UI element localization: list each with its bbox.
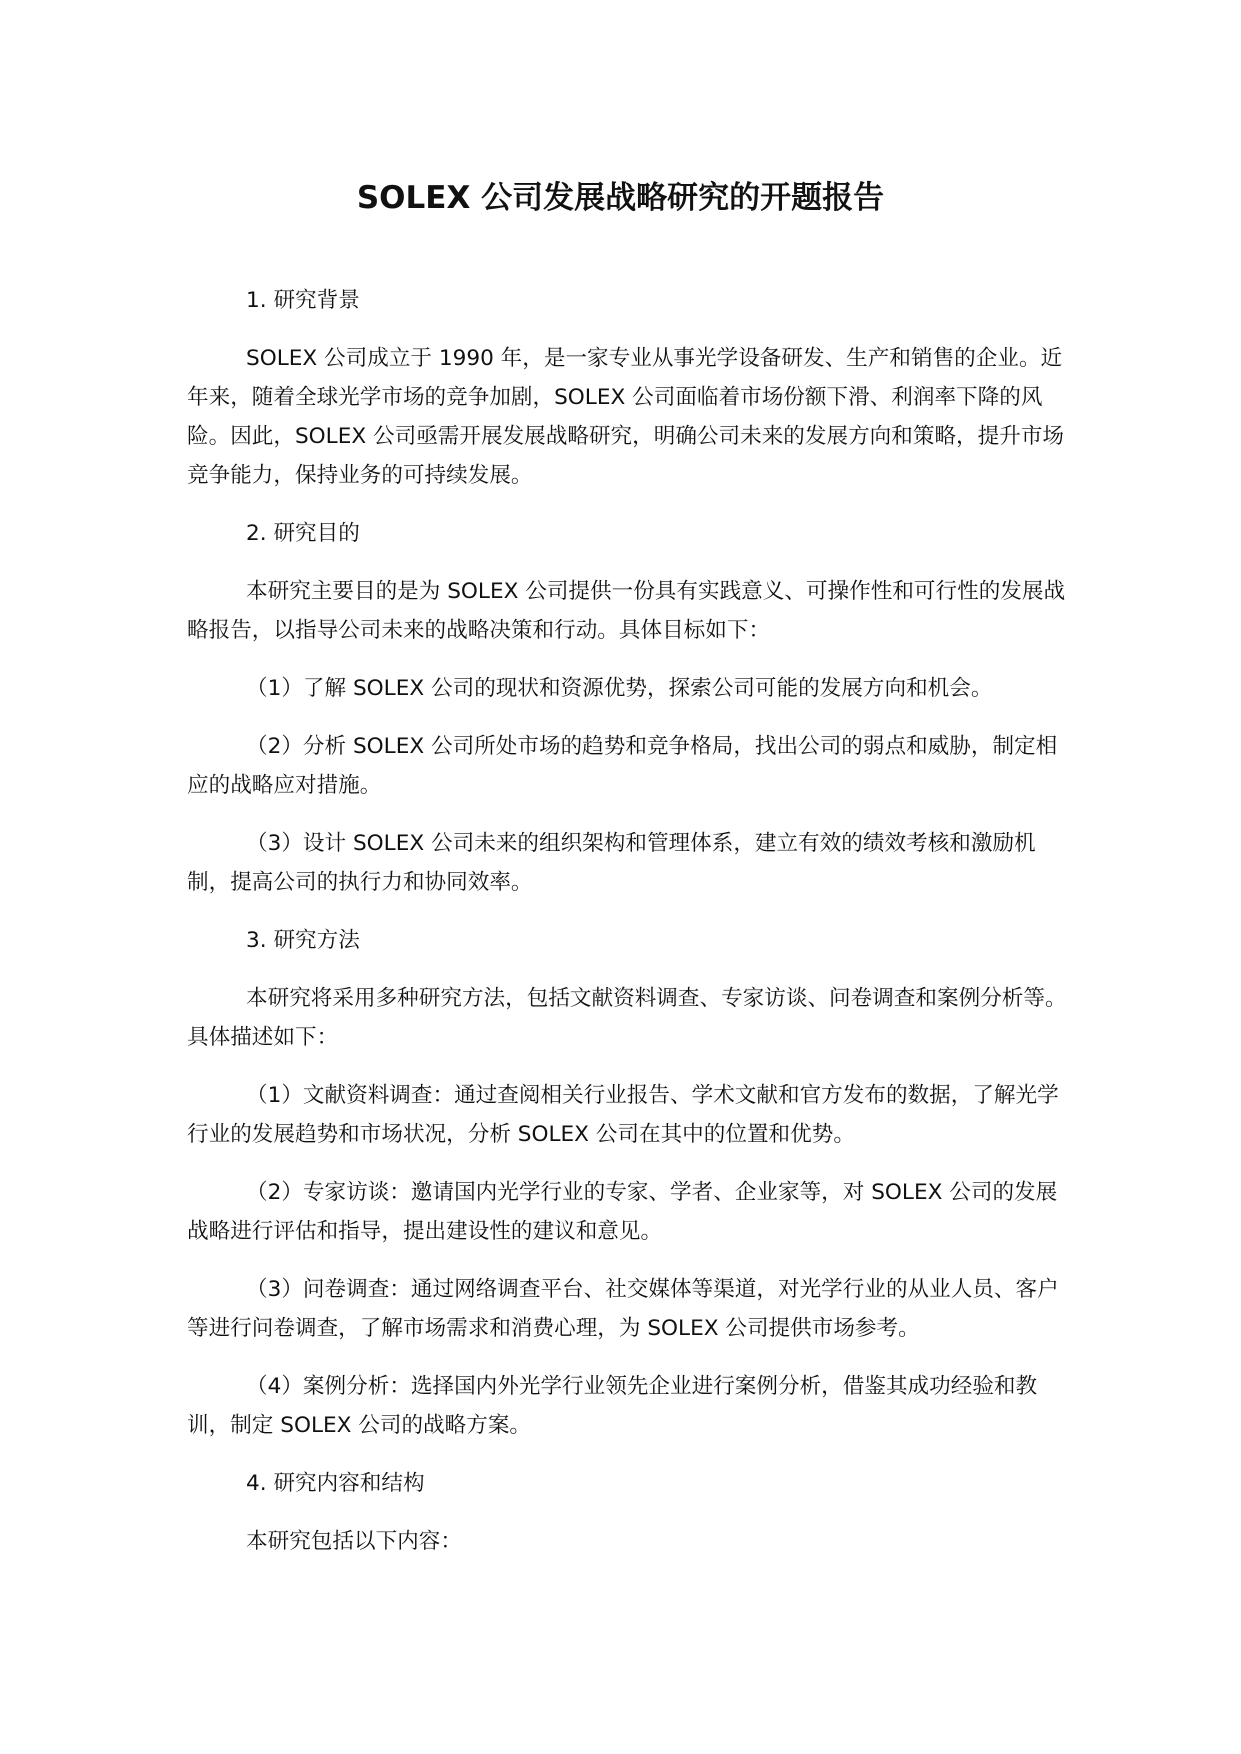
list-item-purpose-3: （3）设计 SOLEX 公司未来的组织架构和管理体系，建立有效的绩效考核和激励机制，提高公司的执行力和协同效率。 (187, 831, 1036, 895)
list-item-purpose-1: （1）了解 SOLEX 公司的现状和资源优势，探索公司可能的发展方向和机会。 (246, 676, 993, 701)
paragraph-content: 本研究包括以下内容： (246, 1529, 462, 1554)
paragraph-method: 本研究将采用多种研究方法，包括文献资料调查、专家访谈、问卷调查和案例分析等。具体描述如下： (187, 986, 1067, 1050)
paragraph-background: SOLEX 公司成立于 1990 年，是一家专业从事光学设备研发、生产和销售的企业。近年来，随着全球光学市场的竞争加剧，SOLEX 公司面临着市场份额下滑、利润率下降的风险。因此，SOLEX 公司亟需开展发展战略研究，明确公司未来的发展方向和策略，提升市场竞争能力，保持业务的可持续发展。 (187, 346, 1065, 488)
section-heading-purpose: 2. 研究目的 (246, 521, 360, 546)
document-body (187, 281, 1075, 1580)
list-item-method-2: （2）专家访谈：邀请国内光学行业的专家、学者、企业家等，对 SOLEX 公司的发展战略进行评估和指导，提出建设性的建议和意见。 (187, 1180, 1058, 1244)
list-item-method-1: （1）文献资料调查：通过查阅相关行业报告、学术文献和官方发布的数据，了解光学行业的发展趋势和市场状况，分析 SOLEX 公司在其中的位置和优势。 (187, 1083, 1059, 1147)
list-item-method-4: （4）案例分析：选择国内外光学行业领先企业进行案例分析，借鉴其成功经验和教训，制定 SOLEX 公司的战略方案。 (187, 1374, 1038, 1438)
section-heading-background: 1. 研究背景 (246, 288, 360, 313)
section-heading-method: 3. 研究方法 (246, 928, 360, 953)
document-title: SOLEX 公司发展战略研究的开题报告 (356, 180, 885, 216)
section-heading-content: 4. 研究内容和结构 (246, 1471, 425, 1496)
list-item-purpose-2: （2）分析 SOLEX 公司所处市场的趋势和竞争格局，找出公司的弱点和威胁，制定相应的战略应对措施。 (187, 734, 1058, 798)
paragraph-purpose: 本研究主要目的是为 SOLEX 公司提供一份具有实践意义、可操作性和可行性的发展战略报告，以指导公司未来的战略决策和行动。具体目标如下： (187, 579, 1066, 643)
list-item-method-3: （3）问卷调查：通过网络调查平台、社交媒体等渠道，对光学行业的从业人员、客户等进行问卷调查，了解市场需求和消费心理，为 SOLEX 公司提供市场参考。 (187, 1277, 1059, 1341)
